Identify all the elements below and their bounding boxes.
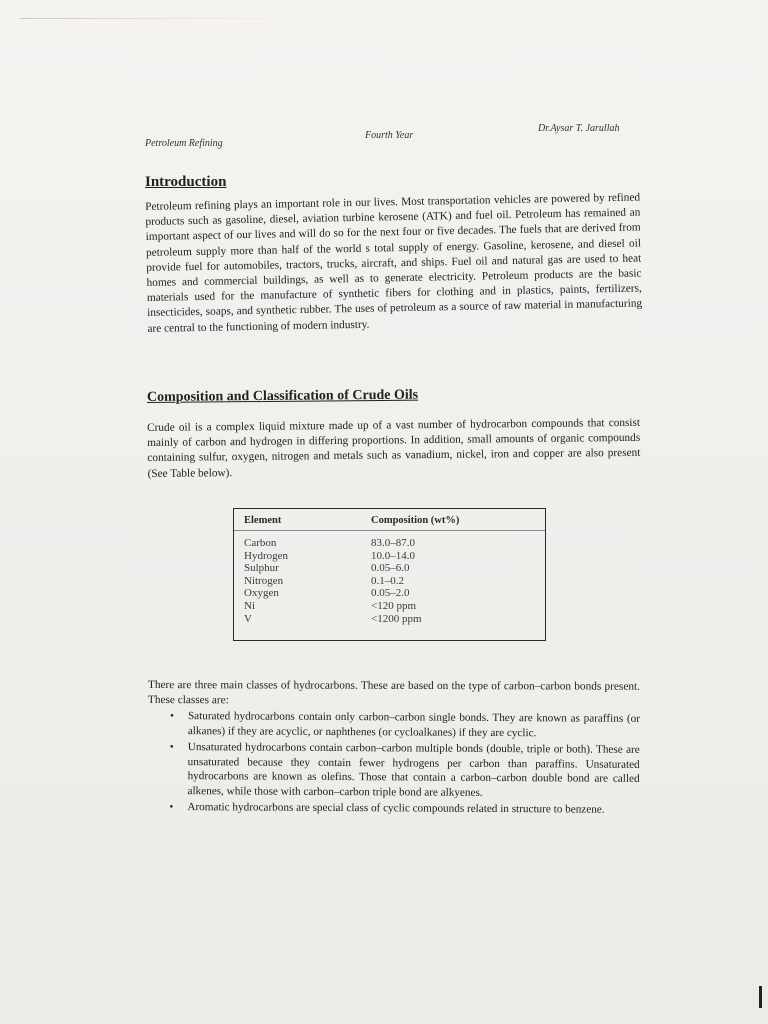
- header-year: Fourth Year: [365, 130, 414, 141]
- table-row: [234, 600, 545, 613]
- table-row: [234, 575, 545, 588]
- scan-artifact-line: [20, 18, 320, 19]
- composition-heading: Composition and Classification of Crude Oils: [146, 387, 419, 405]
- list-item-text: Saturated hydrocarbons contain only carbon–carbon single bonds. They are known as paraffins (or alkanes) if they are acyclic, or naphthenes (or cycloalkanes) if they are cyclic.: [187, 710, 640, 739]
- composition-paragraph: Crude oil is a complex liquid mixture made up of a vast number of hydrocarbon compounds that consist mainly of carbon and hydrogen in differing proportions. In addition, small amounts of organic compounds containing sulfur, oxygen, nitrogen and metals such as vanadium, nickel, iron and copper are also present (See Table below).: [147, 416, 641, 480]
- table-row: [234, 613, 545, 626]
- list-item-text: Unsaturated hydrocarbons contain carbon–carbon multiple bonds (double, triple or both). These are unsaturated because they contain fewer hydrogens per carbon than paraffins. Unsaturated hydrocarbons are known as olefins. Those that contain a carbon–carbon double bond are called alkenes, while those with carbon–carbon triple bond are alkyenes.: [187, 741, 640, 799]
- table-cell-composition: 10.0–14.0: [371, 549, 415, 562]
- table-cell-element: Oxygen: [244, 587, 279, 600]
- table-row: [234, 531, 545, 550]
- list-item: [169, 740, 639, 801]
- hydrocarbon-classes-list: [169, 709, 640, 819]
- table-cell-composition: 0.05–6.0: [371, 562, 410, 575]
- table-cell-element: Carbon: [244, 537, 277, 549]
- hydrocarbon-classes-intro: There are three main classes of hydrocarbons. These are based on the type of carbon–carbon bonds present. These classes are:: [147, 679, 640, 707]
- introduction-paragraph: Petroleum refining plays an important role in our lives. Most transportation vehicles are powered by refined products such as gasoline, diesel, aviation turbine kerosene (ATK) and fuel oil. Petroleum has remained an important aspect of our lives and will do so for the next four or five decades. The fuels that are derived from petroleum supply more than half of the world s total supply of energy. Gasoline, kerosene, and diesel oil provide fuel for automobiles, tractors, trucks, aircraft, and ships. Fuel oil and natural gas are used to heat homes and commercial buildings, as well as to generate electricity. Petroleum products are the basic materials used for the manufacture of synthetic fibers for clothing and in plastics, paints, fertilizers, insecticides, soaps, and synthetic rubber. The uses of petroleum as a source of raw material in manufacturing are central to the functioning of modern industry.: [145, 191, 643, 335]
- table-cell-composition: <1200 ppm: [371, 612, 422, 625]
- list-item-text: Aromatic hydrocarbons are special class of cyclic compounds related in structure to benzene.: [187, 801, 605, 816]
- table-cell-element: Nitrogen: [244, 574, 284, 587]
- bullet-icon: •: [169, 800, 174, 814]
- table-cell-element: V: [244, 612, 252, 625]
- table-row: [234, 587, 545, 600]
- bullet-icon: •: [169, 740, 174, 754]
- table-header-element: Element: [234, 509, 371, 531]
- introduction-heading: Introduction: [145, 174, 227, 190]
- table-row: [234, 550, 545, 563]
- table-cell-composition: <120 ppm: [371, 599, 417, 612]
- list-item: [170, 709, 640, 741]
- composition-table: [233, 508, 546, 641]
- scan-edge-mark: [759, 986, 762, 1008]
- table-cell-composition: 83.0–87.0: [371, 537, 415, 549]
- table-cell-element: Sulphur: [244, 562, 279, 575]
- table-header-row: [234, 509, 545, 531]
- table-cell-element: Ni: [244, 599, 255, 612]
- table-cell-composition: 0.05–2.0: [371, 587, 410, 600]
- table-cell-element: Hydrogen: [244, 549, 288, 562]
- table-row: [234, 562, 545, 575]
- list-item: [169, 800, 639, 817]
- bullet-icon: •: [169, 710, 174, 723]
- table-header-composition: Composition (wt%): [371, 509, 545, 531]
- table-cell-composition: 0.1–0.2: [371, 574, 404, 587]
- header-author: Dr.Aysar T. Jarullah: [538, 123, 620, 134]
- header-course: Petroleum Refining: [145, 138, 223, 149]
